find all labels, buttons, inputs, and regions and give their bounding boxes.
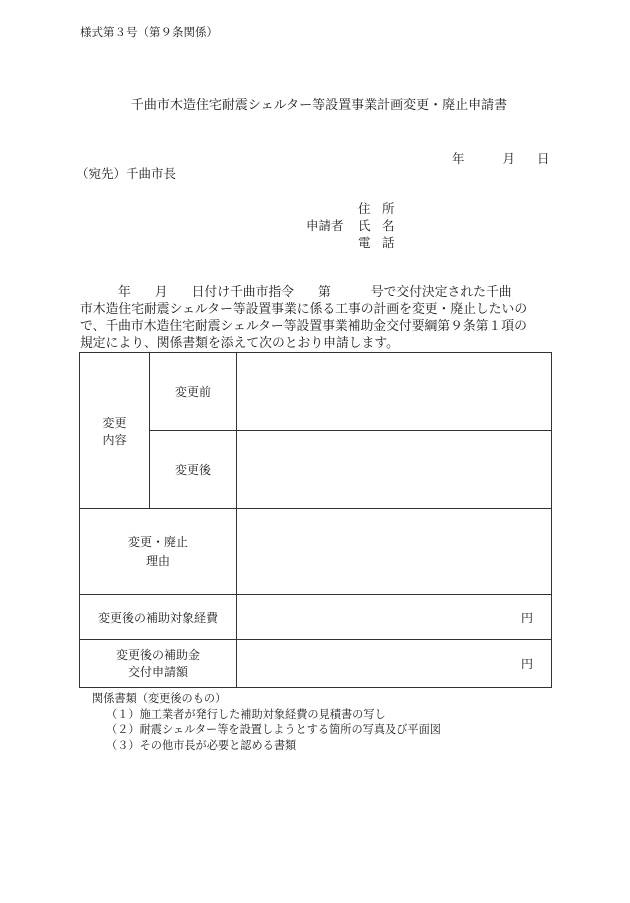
change-content-label-1: 変更 — [102, 415, 127, 430]
subsidy-cost-yen: 円 — [520, 610, 533, 625]
reason-label-1: 変更・廃止 — [127, 534, 188, 549]
date-month: 月 — [502, 151, 516, 166]
before-input[interactable] — [237, 353, 552, 431]
address-label-2: 所 — [382, 201, 395, 216]
application-table — [79, 352, 552, 688]
grant-label-1: 変更後の補助金 — [115, 647, 200, 662]
body-line-4: 規定により、関係書類を添えて次のとおり申請します。 — [80, 336, 399, 351]
related-documents-heading: 関係書類（変更後のもの） — [92, 692, 227, 705]
related-document-item: （２）耐震シェルター等を設置しようとする箇所の写真及び平面図 — [106, 723, 441, 736]
grant-amount-yen: 円 — [520, 657, 533, 671]
grant-label-2: 交付申請額 — [127, 664, 188, 679]
form-number: 様式第３号（第９条関係） — [80, 25, 218, 39]
name-label-1: 氏 — [358, 218, 371, 233]
before-label: 変更前 — [150, 353, 237, 431]
body-number-go: 号で交付決定された千曲 — [370, 285, 512, 300]
reason-header — [80, 509, 237, 595]
body-month: 月 — [154, 285, 168, 300]
related-documents — [92, 691, 441, 753]
subsidy-cost-label: 変更後の補助対象経費 — [80, 595, 237, 640]
change-content-header — [80, 353, 150, 509]
related-document-item: （３）その他市長が必要と認める書類 — [106, 738, 297, 752]
addressee: （宛先）千曲市長 — [76, 166, 177, 181]
date-line — [452, 149, 550, 167]
body-line-3: で、千曲市木造住宅耐震シェルター等設置事業補助金交付要綱第９条第１項の — [80, 319, 527, 334]
after-label: 変更後 — [150, 431, 237, 509]
phone-label-1: 電 — [358, 235, 371, 250]
reason-input[interactable] — [237, 509, 552, 595]
body-line-2: 市木造住宅耐震シェルター等設置事業に係る工事の計画を変更・廃止したいの — [80, 302, 528, 317]
body-year: 年 — [118, 285, 131, 300]
grant-amount-input[interactable] — [237, 640, 552, 688]
change-content-label-2: 内容 — [102, 432, 127, 447]
date-year: 年 — [452, 151, 465, 166]
date-day: 日 — [537, 151, 550, 166]
grant-amount-header — [80, 640, 237, 688]
after-input[interactable] — [237, 431, 552, 509]
name-label-2: 名 — [382, 218, 395, 233]
applicant-block — [306, 200, 406, 251]
application-body — [80, 284, 550, 352]
related-document-item: （１）施工業者が発行した補助対象経費の見積書の写し — [106, 707, 386, 721]
address-label-1: 住 — [358, 201, 371, 216]
body-number-dai: 第 — [317, 285, 331, 300]
reason-label-2: 理由 — [145, 553, 170, 568]
phone-label-2: 話 — [382, 235, 395, 250]
applicant-label: 申請者 — [306, 218, 344, 233]
document-title: 千曲市木造住宅耐震シェルター等設置事業計画変更・廃止申請書 — [130, 98, 508, 113]
body-day-directive: 日付け千曲市指令 — [191, 285, 294, 300]
subsidy-cost-input[interactable] — [237, 595, 552, 640]
